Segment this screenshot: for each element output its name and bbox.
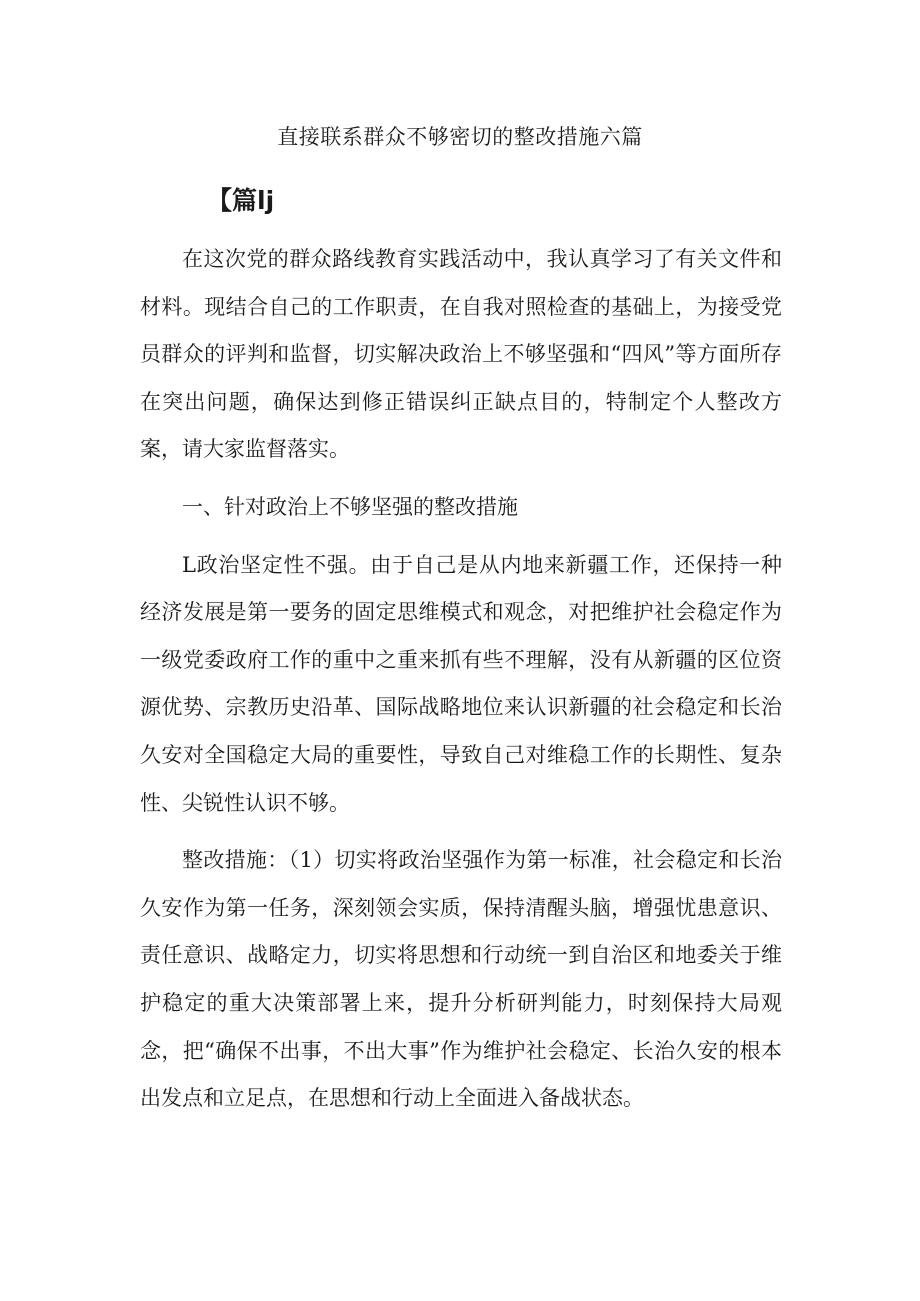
paragraph-measures: 整改措施：（1）切实将政治坚强作为第一标准，社会稳定和长治久安作为第一任务，深刻领会实质，保持清醒头脑，增强忧患意识、责任意识、战略定力，切实将思想和行动统一到自治区和地委关于维护稳定的重大决策部署上来，提升分析研判能力，时刻保持大局观念，把“确保不出事，不出大事”作为维护社会稳定、长治久安的根本出发点和立足点，在思想和行动上全面进入备战状态。 [140, 848, 782, 1111]
paragraph-issue: L政治坚定性不强。由于自己是从内地来新疆工作，还保持一种经济发展是第一要务的固定思维模式和观念，对把维护社会稳定作为一级党委政府工作的重中之重来抓有些不理解，没有从新疆的区位资源优势、宗教历史沿革、国际战略地位来认识新疆的社会稳定和长治久安对全国稳定大局的重要性，导致自己对维稳工作的长期性、复杂性、尖锐性认识不够。 [140, 552, 782, 815]
section-label: 【篇lj [207, 186, 275, 215]
paragraph-intro: 在这次党的群众路线教育实践活动中，我认真学习了有关文件和材料。现结合自己的工作职责，在自我对照检查的基础上，为接受党员群众的评判和监督，切实解决政治上不够坚强和“四风”等方面所存在突出问题，确保达到修正错误纠正缺点目的，特制定个人整改方案，请大家监督落实。 [140, 247, 782, 462]
document-title: 直接联系群众不够密切的整改措施六篇 [277, 125, 643, 149]
document-body [140, 220, 782, 1123]
paragraph-heading: 一、针对政治上不够坚强的整改措施 [182, 494, 518, 519]
